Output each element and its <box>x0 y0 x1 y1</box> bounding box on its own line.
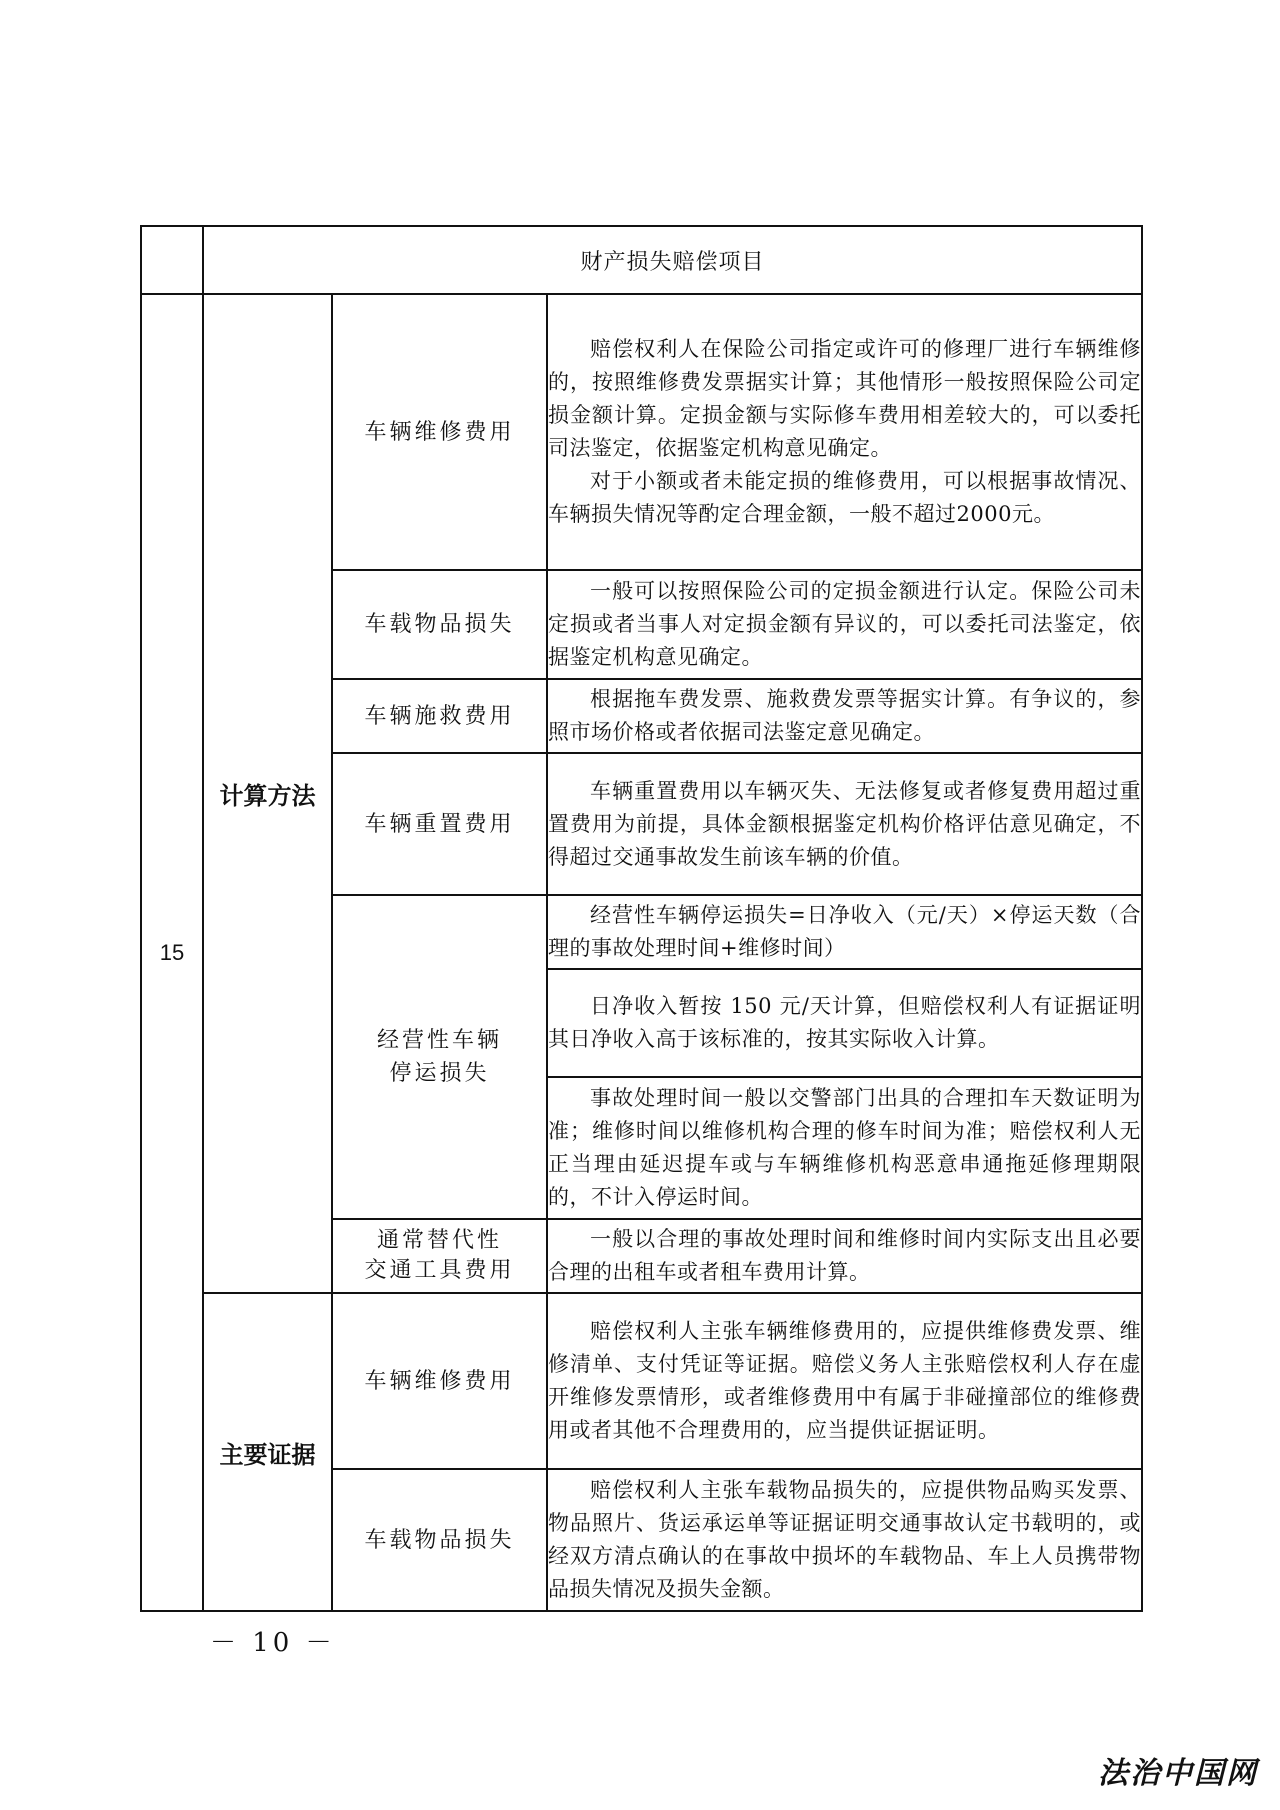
paragraph: 车辆重置费用以车辆灭失、无法修复或者修复费用超过重置费用为前提，具体金额根据鉴定机构价格评估意见确定，不得超过交通事故发生前该车辆的价值。 <box>548 778 1142 869</box>
item-desc-substitute <box>547 1219 1142 1293</box>
paragraph: 赔偿权利人主张车辆维修费用的，应提供维修费发票、维修清单、支付凭证等证据。赔偿义务人主张赔偿权利人存在虚开维修发票情形，或者维修费用中有属于非碰撞部位的维修费用或者其他不合理费用的，应当提供证据证明。 <box>548 1319 1142 1442</box>
item-desc-cargo <box>547 570 1142 679</box>
label-line: 通常替代性 <box>376 1228 502 1253</box>
item-label-repair: 车辆维修费用 <box>332 294 547 570</box>
row-number: 15 <box>141 294 203 1611</box>
table-header-row <box>141 226 1142 294</box>
watermark-logo: 法治中国网 <box>1098 1756 1258 1791</box>
table-row <box>141 1293 1142 1469</box>
header-blank-cell <box>141 226 203 294</box>
paragraph: 经营性车辆停运损失=日净收入（元/天）×停运天数（合理的事故处理时间+维修时间） <box>548 903 1142 960</box>
section-calc-method: 计算方法 <box>203 294 332 1293</box>
label-line: 经营性车辆 <box>376 1028 502 1053</box>
table-row <box>141 294 1142 570</box>
item-desc-repair <box>547 294 1142 570</box>
item-label-rescue: 车辆施救费用 <box>332 679 547 753</box>
label-line: 交通工具费用 <box>364 1258 515 1283</box>
paragraph: 赔偿权利人在保险公司指定或许可的修理厂进行车辆维修的，按照维修费发票据实计算；其他情形一般按照保险公司定损金额计算。定损金额与实际修车费用相差较大的，可以委托司法鉴定，依据鉴定机构意见确定。 <box>548 337 1142 460</box>
paragraph: 日净收入暂按 150 元/天计算，但赔偿权利人有证据证明其日净收入高于该标准的，按其实际收入计算。 <box>548 994 1142 1051</box>
page-number: － 10 － <box>210 1628 336 1658</box>
item-desc-suspension-time <box>547 1077 1142 1219</box>
item-label-replace: 车辆重置费用 <box>332 753 547 895</box>
item-label-cargo: 车载物品损失 <box>332 570 547 679</box>
paragraph: 对于小额或者未能定损的维修费用，可以根据事故情况、车辆损失情况等酌定合理金额，一般不超过2000元。 <box>548 469 1142 526</box>
section-main-evidence: 主要证据 <box>203 1293 332 1611</box>
evidence-label-cargo: 车载物品损失 <box>332 1469 547 1611</box>
label-line: 停运损失 <box>389 1061 490 1086</box>
paragraph: 事故处理时间一般以交警部门出具的合理扣车天数证明为准；维修时间以维修机构合理的修车时间为准；赔偿权利人无正当理由延迟提车或与车辆维修机构恶意串通拖延修理期限的，不计入停运时间。 <box>548 1086 1142 1209</box>
item-label-substitute <box>332 1219 547 1293</box>
paragraph: 一般可以按照保险公司的定损金额进行认定。保险公司未定损或者当事人对定损金额有异议的，可以委托司法鉴定，依据鉴定机构意见确定。 <box>548 579 1142 669</box>
item-label-suspension <box>332 895 547 1219</box>
item-desc-rescue <box>547 679 1142 753</box>
item-desc-suspension-formula <box>547 895 1142 969</box>
compensation-table <box>140 225 1143 1612</box>
evidence-label-repair: 车辆维修费用 <box>332 1293 547 1469</box>
evidence-desc-cargo <box>547 1469 1142 1611</box>
item-desc-suspension-income <box>547 969 1142 1077</box>
paragraph: 一般以合理的事故处理时间和维修时间内实际支出且必要合理的出租车或者租车费用计算。 <box>548 1227 1142 1284</box>
item-desc-replace <box>547 753 1142 895</box>
paragraph: 赔偿权利人主张车载物品损失的，应提供物品购买发票、物品照片、货运承运单等证据证明交通事故认定书载明的，或经双方清点确认的在事故中损坏的车载物品、车上人员携带物品损失情况及损失金额。 <box>548 1478 1142 1601</box>
paragraph: 根据拖车费发票、施救费发票等据实计算。有争议的，参照市场价格或者依据司法鉴定意见确定。 <box>548 687 1142 744</box>
table-header: 财产损失赔偿项目 <box>203 226 1142 294</box>
evidence-desc-repair <box>547 1293 1142 1469</box>
